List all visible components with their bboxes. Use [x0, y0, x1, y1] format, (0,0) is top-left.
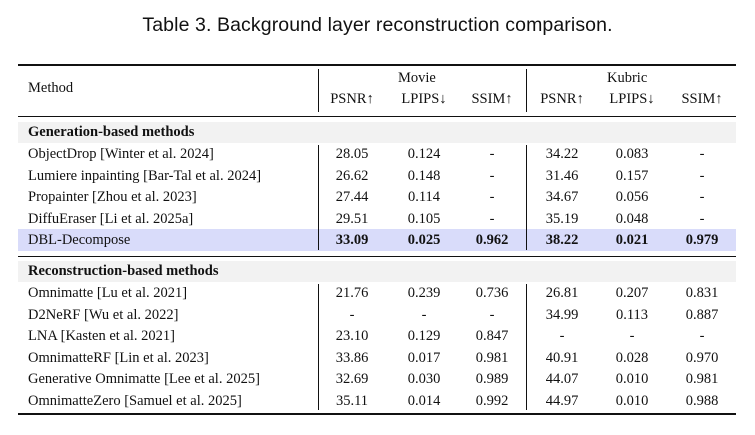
row-value: - — [699, 146, 705, 162]
section-title: Reconstruction-based methods — [28, 263, 219, 279]
header-col-5: SSIM↑ — [681, 91, 723, 107]
row-value: 0.021 — [615, 232, 649, 248]
row-value: 27.44 — [335, 189, 369, 205]
row-value: 34.99 — [545, 306, 579, 323]
row-value: 33.86 — [335, 349, 369, 366]
row-value: 0.010 — [615, 371, 649, 387]
row-value: - — [489, 189, 495, 205]
row-value: 0.014 — [407, 392, 441, 409]
row-value: 38.22 — [545, 232, 579, 248]
row-method: Omnimatte [Lu et al. 2021] — [28, 285, 188, 301]
row-value: - — [489, 306, 495, 323]
row-method: D2NeRF [Wu et al. 2022] — [28, 306, 179, 323]
row-value: 0.981 — [475, 349, 509, 366]
row-value: 0.148 — [407, 167, 441, 184]
row-method: OmnimatteRF [Lin et al. 2023] — [28, 349, 209, 366]
table-caption: Table 3. Background layer reconstruction comparison. — [142, 14, 613, 36]
vertical-separator-method — [318, 69, 319, 112]
row-method: Generative Omnimatte [Lee et al. 2025] — [28, 371, 260, 387]
section-title: Generation-based methods — [28, 124, 195, 140]
row-value: 0.970 — [685, 349, 719, 366]
row-value: 34.67 — [545, 189, 579, 205]
row-method: DBL-Decompose — [28, 232, 131, 248]
row-value: 0.847 — [475, 328, 509, 344]
header-col-3: PSNR↑ — [540, 91, 584, 107]
row-value: - — [629, 328, 635, 344]
row-value: - — [489, 167, 495, 184]
row-value: - — [699, 189, 705, 205]
row-value: 0.124 — [407, 146, 441, 162]
vertical-separator — [318, 145, 319, 250]
row-value: - — [489, 146, 495, 162]
row-value: 0.105 — [407, 210, 441, 227]
row-value: 34.22 — [545, 146, 579, 162]
vertical-separator-movie — [526, 69, 527, 112]
row-value: 0.831 — [685, 285, 719, 301]
row-value: 40.91 — [545, 349, 579, 366]
row-value: 0.114 — [407, 189, 441, 205]
row-value: 0.113 — [615, 306, 649, 323]
row-value: 0.962 — [475, 232, 509, 248]
row-method: DiffuEraser [Li et al. 2025a] — [28, 210, 194, 227]
header-col-0: PSNR↑ — [330, 91, 374, 107]
row-value: 29.51 — [335, 210, 369, 227]
row-value: 0.239 — [407, 285, 441, 301]
row-method: Lumiere inpainting [Bar-Tal et al. 2024] — [28, 167, 262, 184]
row-value: 0.989 — [475, 371, 509, 387]
header-group-kubric: Kubric — [607, 70, 648, 86]
bottom-rule — [18, 413, 736, 415]
header-method: Method — [28, 80, 74, 96]
row-method: Propainter [Zhou et al. 2023] — [28, 189, 197, 205]
row-value: 0.083 — [615, 146, 649, 162]
row-value: 0.157 — [615, 167, 649, 184]
row-value: 28.05 — [335, 146, 369, 162]
row-value: 0.028 — [615, 349, 649, 366]
row-value: 26.62 — [335, 167, 369, 184]
row-value: 0.017 — [407, 349, 441, 366]
row-value: 0.048 — [615, 210, 649, 227]
header-col-1: LPIPS↓ — [401, 91, 447, 107]
vertical-separator — [526, 145, 527, 250]
row-value: 35.11 — [335, 392, 369, 409]
header-col-4: LPIPS↓ — [609, 91, 655, 107]
row-value: - — [699, 210, 705, 227]
row-value: - — [349, 306, 355, 323]
row-value: - — [559, 328, 565, 344]
row-value: 21.76 — [335, 285, 369, 301]
row-value: - — [699, 167, 705, 184]
row-value: 0.129 — [407, 328, 441, 344]
top-rule — [18, 64, 736, 66]
row-value: 44.07 — [545, 371, 579, 387]
header-rule — [18, 116, 736, 117]
row-value: 35.19 — [545, 210, 579, 227]
row-value: 31.46 — [545, 167, 579, 184]
row-value: 33.09 — [335, 232, 369, 248]
vertical-separator — [318, 284, 319, 410]
row-method: OmnimatteZero [Samuel et al. 2025] — [28, 392, 242, 409]
vertical-separator — [526, 284, 527, 410]
row-value: 0.887 — [685, 306, 719, 323]
row-value: 0.025 — [407, 232, 441, 248]
row-value: - — [489, 210, 495, 227]
row-value: 0.979 — [685, 232, 719, 248]
row-value: 0.030 — [407, 371, 441, 387]
row-value: 0.981 — [685, 371, 719, 387]
row-value: 0.207 — [615, 285, 649, 301]
row-method: LNA [Kasten et al. 2021] — [28, 328, 175, 344]
row-value: - — [421, 306, 427, 323]
row-value: 32.69 — [335, 371, 369, 387]
row-value: 0.992 — [475, 392, 509, 409]
section-divider-rule — [18, 256, 736, 257]
row-value: 26.81 — [545, 285, 579, 301]
header-col-2: SSIM↑ — [471, 91, 513, 107]
row-method: ObjectDrop [Winter et al. 2024] — [28, 146, 214, 162]
row-value: 23.10 — [335, 328, 369, 344]
row-value: - — [699, 328, 705, 344]
row-value: 0.010 — [615, 392, 649, 409]
header-group-movie: Movie — [398, 70, 436, 86]
row-value: 0.736 — [475, 285, 509, 301]
row-value: 44.97 — [545, 392, 579, 409]
row-value: 0.988 — [685, 392, 719, 409]
row-value: 0.056 — [615, 189, 649, 205]
